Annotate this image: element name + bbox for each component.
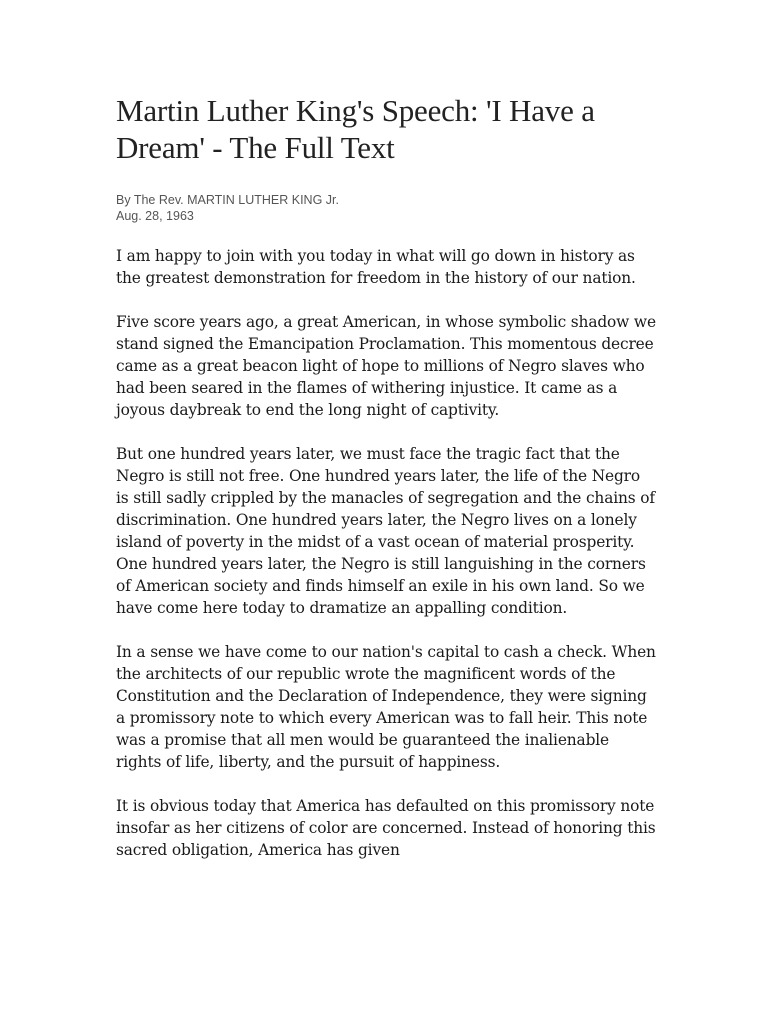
article-date: Aug. 28, 1963 [116, 209, 194, 223]
article-paragraph: In a sense we have come to our nation's capital to cash a check. When the architects of our republic wrote the magnificent words of the Constitution and the Declaration of Independence, they were signing a promissory note to which every American was to fall heir. This note was a promise that all men would be guaranteed the inalienable rights of life, liberty, and the pursuit of happiness. [116, 643, 656, 771]
article-body [116, 245, 656, 861]
article-author: By The Rev. MARTIN LUTHER KING Jr. [116, 193, 339, 207]
article-paragraph: Five score years ago, a great American, in whose symbolic shadow we stand signed the Emancipation Proclamation. This momentous decree came as a great beacon light of hope to millions of Negro slaves who had been seared in the flames of withering injustice. It came as a joyous daybreak to end the long night of captivity. [116, 313, 656, 419]
article-paragraph: It is obvious today that America has defaulted on this promissory note insofar as her citizens of color are concerned. Instead of honoring this sacred obligation, America has given [116, 797, 656, 859]
article-paragraph: But one hundred years later, we must face the tragic fact that the Negro is still not free. One hundred years later, the life of the Negro is still sadly crippled by the manacles of segregation and the chains of discrimination. One hundred years later, the Negro lives on a lonely island of poverty in the midst of a vast ocean of material prosperity. One hundred years later, the Negro is still languishing in the corners of American society and finds himself an exile in his own land. So we have come here today to dramatize an appalling condition. [116, 445, 655, 617]
article-byline-block [116, 192, 656, 224]
article-title: Martin Luther King's Speech: 'I Have a Dream' - The Full Text [116, 93, 595, 165]
document-page [116, 92, 656, 861]
article-paragraph: I am happy to join with you today in what will go down in history as the greatest demonstration for freedom in the history of our nation. [116, 247, 636, 287]
